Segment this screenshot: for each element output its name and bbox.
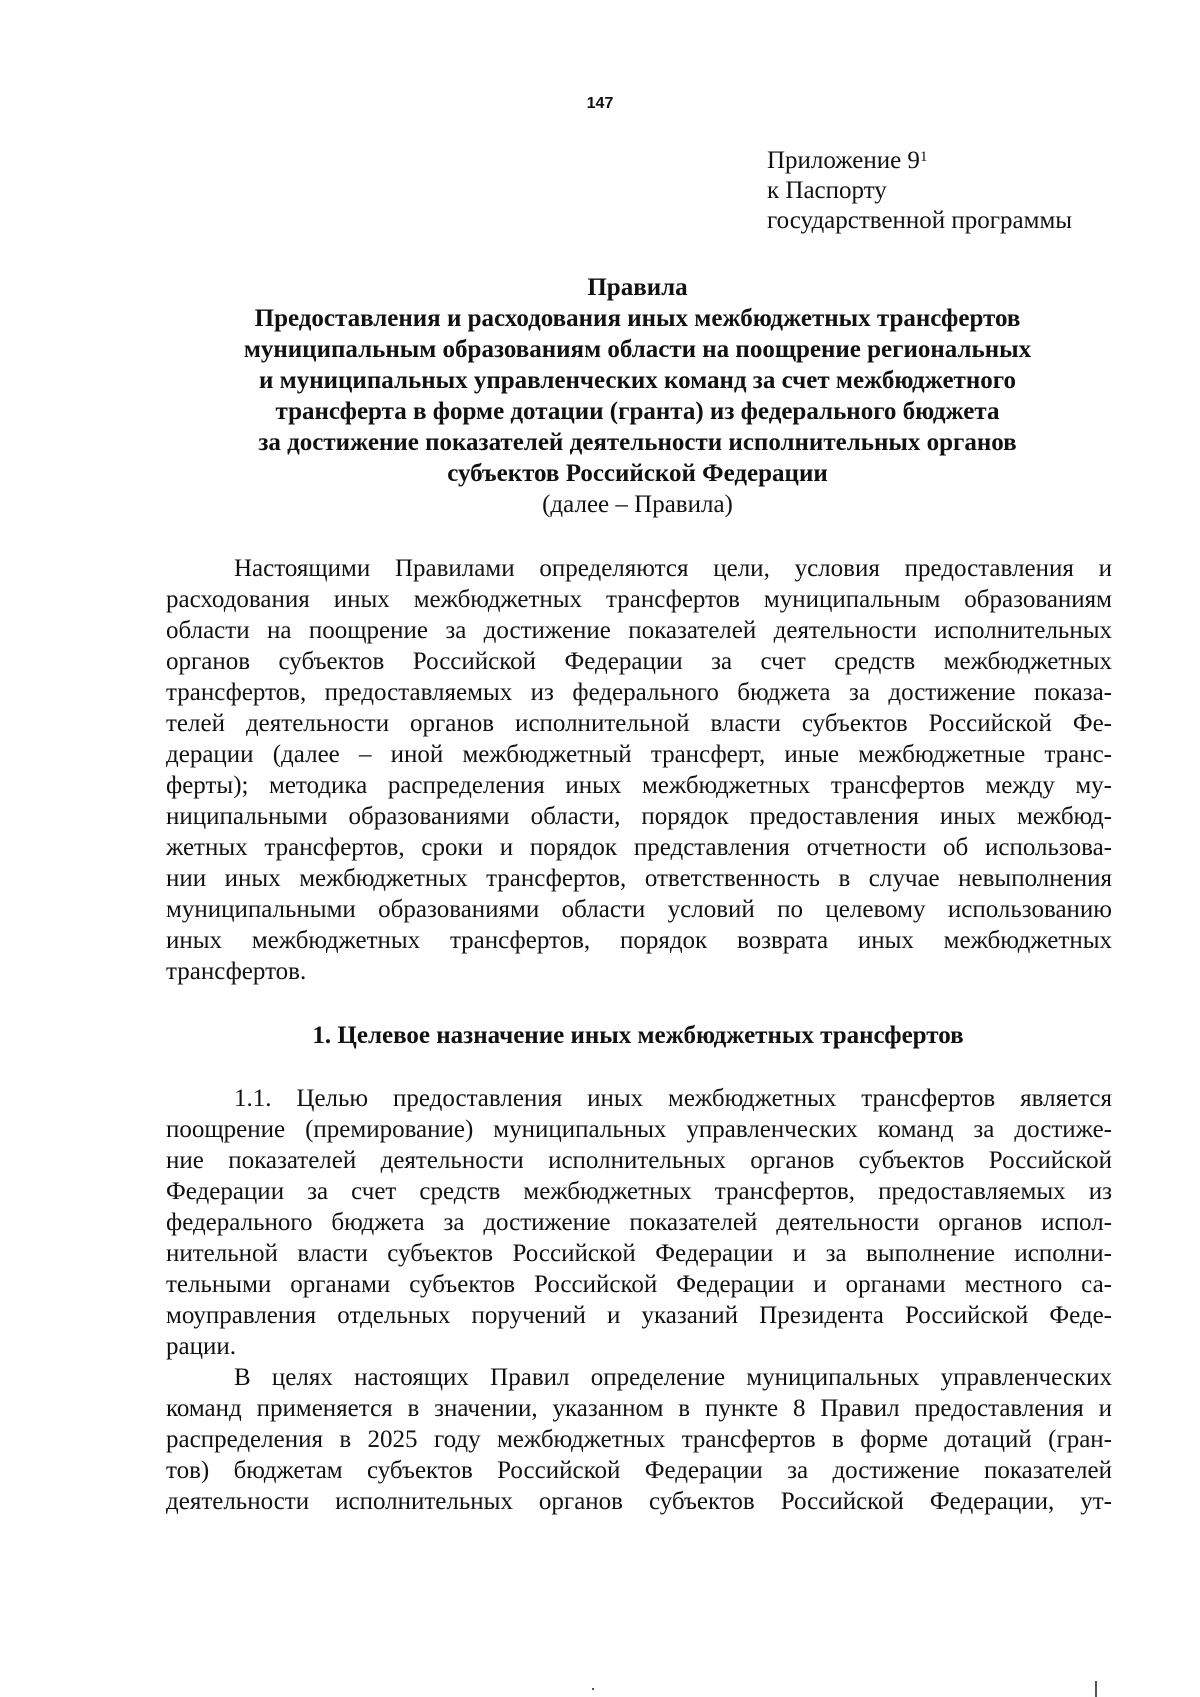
text-line: моуправления отдельных поручений и указаний Президента Российской Феде- [166,1302,1112,1329]
text-line: иных межбюджетных трансфертов, порядок возврата иных межбюджетных [166,927,1112,954]
title-line: за достижение показателей деятельности исполнительных органов [258,429,1017,456]
text-line: дерации (далее – иной межбюджетный трансферт, иные межбюджетные транс- [166,741,1112,768]
intro-paragraph [166,553,1112,987]
section-1-heading: 1. Целевое назначение иных межбюджетных трансфертов [312,1022,964,1049]
section-1-paragraph-2 [166,1362,1112,1517]
title-line: муниципальным образованиям области на поощрение региональных [243,336,1032,363]
title-line: и муниципальных управленческих команд за счет межбюджетного [259,367,1016,394]
text-line: ние показателей деятельности исполнительных органов субъектов Российской [166,1147,1112,1174]
appendix-line-3: государственной программы [767,207,1073,234]
text-line: ферты); методика распределения иных межбюджетных трансфертов между му- [166,772,1112,799]
text-line: области на поощрение за достижение показателей деятельности исполнительных [166,617,1112,644]
text-line: расходования иных межбюджетных трансфертов муниципальным образованиям [166,586,1112,613]
title-note: (далее – Правила) [542,491,733,518]
text-line: тельными органами субъектов Российской Федерации и органами местного са- [166,1271,1112,1298]
text-line: Настоящими Правилами определяются цели, условия предоставления и [234,555,1112,582]
text-line: В целях настоящих Правил определение муниципальных управленческих [234,1364,1112,1391]
text-line: Федерации за счет средств межбюджетных трансфертов, предоставляемых из [166,1178,1112,1205]
text-line: муниципальными образованиями области условий по целевому использованию [166,896,1112,923]
text-line: органов субъектов Российской Федерации за счет средств межбюджетных [166,648,1112,675]
page-number: 147 [586,95,614,112]
title-line: трансферта в форме дотации (гранта) из федерального бюджета [275,398,1000,425]
text-line: поощрение (премирование) муниципальных управленческих команд за достиже- [166,1116,1112,1143]
text-line: нительной власти субъектов Российской Федерации и за выполнение исполни- [166,1240,1112,1267]
text-line: нии иных межбюджетных трансфертов, ответственность в случае невыполнения [166,865,1112,892]
appendix-superscript: 1 [919,149,928,165]
appendix-line-2: к Паспорту [767,177,887,204]
title-line: Предоставления и расходования иных межбюджетных трансфертов [254,305,1021,332]
text-line: трансфертов, предоставляемых из федерального бюджета за достижение показа- [166,679,1112,706]
text-line: жетных трансфертов, сроки и порядок представления отчетности об использова- [166,834,1112,861]
title-heading: Правила [587,274,688,301]
text-line: телей деятельности органов исполнительной власти субъектов Российской Фе- [166,710,1112,737]
text-line: федерального бюджета за достижение показателей деятельности органов испол- [166,1209,1112,1236]
text-line: трансфертов. [166,958,307,985]
scan-mark [1095,1681,1097,1697]
text-line: рации. [166,1333,236,1360]
text-line: 1.1. Целью предоставления иных межбюджетных трансфертов является [234,1085,1112,1112]
text-line: ниципальными образованиями области, порядок предоставления иных межбюд- [166,803,1112,830]
text-line: тов) бюджетам субъектов Российской Федерации за достижение показателей [166,1457,1112,1484]
appendix-label: Приложение 9 [767,147,920,174]
section-1-paragraph-1 [166,1083,1112,1362]
text-line: деятельности исполнительных органов субъектов Российской Федерации, ут- [166,1488,1112,1515]
document-title [160,272,1115,520]
appendix-line-1 [767,146,1072,176]
text-line: команд применяется в значении, указанном в пункте 8 Правил предоставления и [166,1395,1112,1422]
title-line: субъектов Российской Федерации [447,460,828,487]
text-line: распределения в 2025 году межбюджетных трансфертов в форме дотаций (гран- [166,1426,1112,1453]
appendix-reference [767,146,1072,236]
scan-speck [592,1688,594,1690]
